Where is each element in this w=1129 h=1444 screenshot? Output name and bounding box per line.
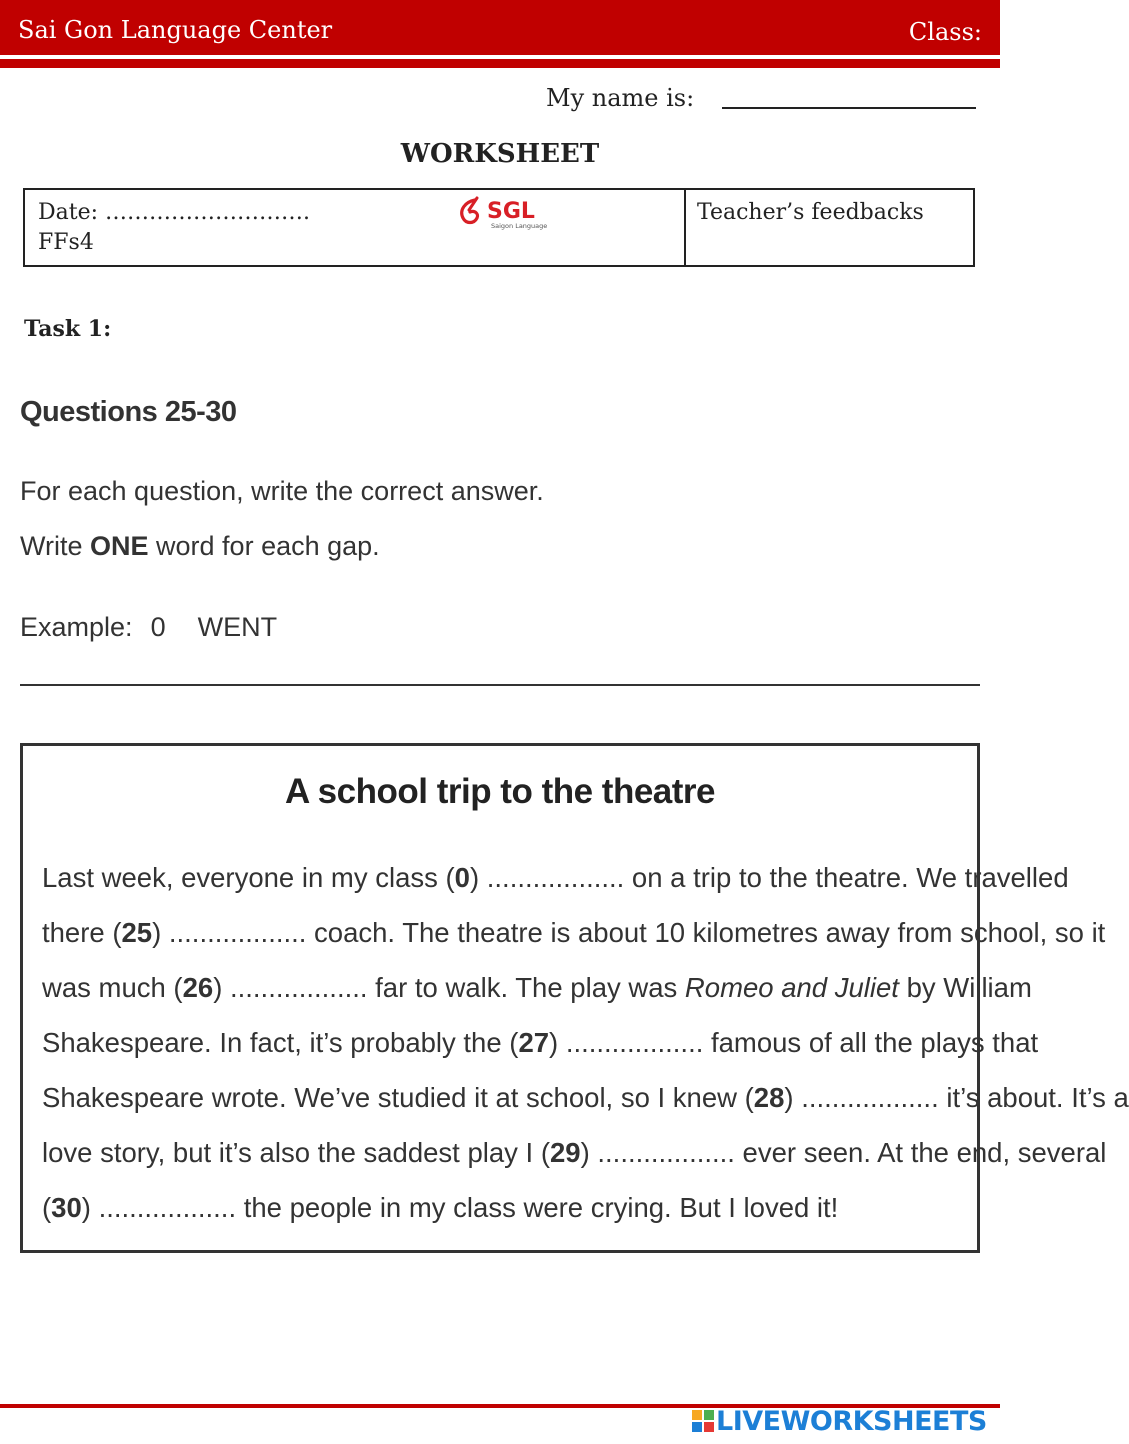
questions-title: Questions 25-30 xyxy=(20,396,237,428)
passage-line xyxy=(42,1125,1107,1180)
text-segment: ) .................. far to walk. The play was xyxy=(213,972,685,1003)
text-segment: ) .................. it’s about. It’s a xyxy=(784,1082,1129,1113)
liveworksheets-icon xyxy=(692,1408,714,1430)
gap-number: 30 xyxy=(51,1192,82,1223)
instruction-2-post: word for each gap. xyxy=(148,531,380,561)
liveworksheets-brand: LIVEWORKSHEETS xyxy=(716,1406,987,1437)
gap-number: 0 xyxy=(454,862,470,893)
instruction-2-bold: ONE xyxy=(90,531,149,561)
header-divider xyxy=(0,59,1000,68)
worksheet-code: FFs4 xyxy=(38,230,94,255)
instruction-2 xyxy=(20,531,380,562)
date-label: Date: ………………………. xyxy=(38,200,311,225)
passage-line xyxy=(42,850,1069,905)
text-segment: was much ( xyxy=(42,972,183,1003)
text-segment: Shakespeare wrote. We’ve studied it at school, so I knew ( xyxy=(42,1082,754,1113)
gap-number: 28 xyxy=(753,1082,785,1113)
header-bar xyxy=(0,0,1000,55)
class-label: Class: xyxy=(908,18,982,46)
passage-line xyxy=(42,960,1032,1015)
example-row xyxy=(20,612,277,643)
text-segment: ) .................. the people in my class were crying. But I loved it! xyxy=(81,1192,839,1223)
example-answer: WENT xyxy=(197,612,278,642)
passage-title: A school trip to the theatre xyxy=(284,772,715,811)
page-title: WORKSHEET xyxy=(400,139,600,169)
example-label: Example: xyxy=(20,612,133,642)
logo-subtext: Saigon Language xyxy=(491,222,548,230)
logo-text: SGL xyxy=(487,199,535,224)
task-label: Task 1: xyxy=(24,316,112,342)
passage-line xyxy=(42,1015,1039,1070)
gap-number: 29 xyxy=(550,1137,581,1168)
text-segment: love story, but it’s also the saddest play I ( xyxy=(42,1137,550,1168)
example-number: 0 xyxy=(150,612,166,642)
name-label: My name is: xyxy=(546,84,695,112)
center-name: Sai Gon Language Center xyxy=(18,16,333,44)
text-segment: by William xyxy=(898,972,1032,1003)
gap-number: 27 xyxy=(518,1027,550,1058)
name-input-line[interactable] xyxy=(722,107,976,109)
info-table xyxy=(23,188,975,267)
text-segment: ( xyxy=(42,1192,52,1223)
gap-number: 26 xyxy=(182,972,214,1003)
passage-text xyxy=(42,850,1129,1235)
text-segment: Shakespeare. In fact, it’s probably the ( xyxy=(42,1027,519,1058)
liveworksheets-logo[interactable] xyxy=(692,1406,987,1436)
text-segment: there ( xyxy=(42,917,122,948)
passage-line xyxy=(42,1180,962,1235)
passage-line xyxy=(42,905,1106,960)
text-segment: Last week, everyone in my class ( xyxy=(42,862,455,893)
gap-number: 25 xyxy=(121,917,153,948)
instruction-2-pre: Write xyxy=(20,531,91,561)
play-title: Romeo and Juliet xyxy=(684,972,899,1003)
sgl-logo xyxy=(457,194,557,234)
passage-box xyxy=(20,743,1129,1253)
table-divider xyxy=(684,190,686,265)
passage-line xyxy=(42,1070,1129,1125)
text-segment: ) .................. on a trip to the theatre. We travelled xyxy=(469,862,1069,893)
divider-rule xyxy=(20,684,980,686)
text-segment: ) .................. famous of all the plays that xyxy=(549,1027,1039,1058)
text-segment: ) .................. coach. The theatre is about 10 kilometres away from school, so it xyxy=(152,917,1106,948)
instruction-1: For each question, write the correct answer. xyxy=(20,476,544,506)
teacher-feedback-label: Teacher’s feedbacks xyxy=(697,200,924,225)
text-segment: ) .................. ever seen. At the end, several xyxy=(580,1137,1107,1168)
